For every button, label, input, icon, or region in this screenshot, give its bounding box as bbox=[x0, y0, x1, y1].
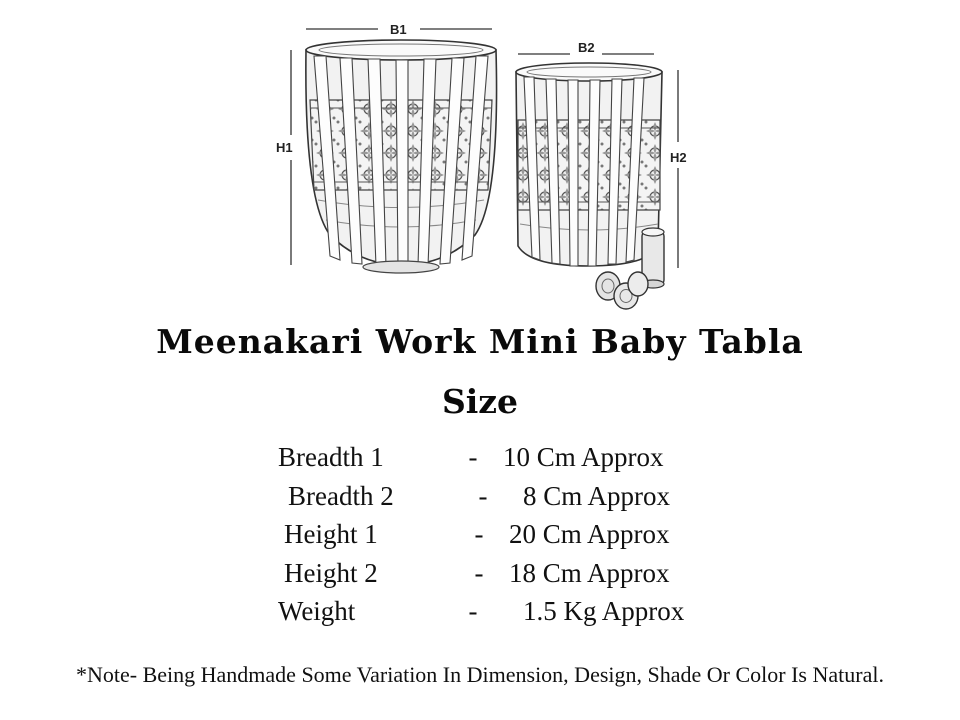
spec-label: Breadth 2 bbox=[288, 480, 394, 511]
h1-label: H1 bbox=[276, 140, 293, 155]
spec-row-weight bbox=[278, 592, 708, 631]
size-spec-table bbox=[278, 438, 708, 631]
spec-label: Height 2 bbox=[284, 557, 378, 588]
product-title: Meenakari Work Mini Baby Tabla bbox=[156, 322, 804, 361]
spec-label: Height 1 bbox=[284, 519, 378, 549]
spec-row-breadth-1 bbox=[278, 438, 708, 477]
b1-label: B1 bbox=[390, 22, 407, 37]
spec-separator: - bbox=[468, 596, 478, 626]
spec-row-height-2 bbox=[278, 554, 708, 593]
spec-row-breadth-2 bbox=[278, 477, 708, 516]
spec-label: Breadth 1 bbox=[278, 442, 384, 472]
handmade-variation-note: *Note- Being Handmade Some Variation In Dimension, Design, Shade Or Color Is Natural. bbox=[76, 662, 884, 687]
spec-value: 20 Cm Approx bbox=[509, 519, 670, 549]
spec-value: 1.5 Kg Approx bbox=[523, 596, 685, 626]
spec-value: 8 Cm Approx bbox=[523, 480, 671, 511]
spec-label: Weight bbox=[278, 596, 356, 626]
spec-value: 18 Cm Approx bbox=[509, 557, 670, 588]
small-tabla-drawing bbox=[516, 63, 662, 266]
tabla-illustration bbox=[270, 10, 710, 310]
spec-value: 10 Cm Approx bbox=[503, 442, 664, 472]
spec-separator: - bbox=[468, 442, 478, 472]
b2-label: B2 bbox=[578, 40, 595, 55]
large-tabla-drawing bbox=[306, 40, 497, 273]
spec-separator: - bbox=[474, 519, 484, 549]
spec-separator: - bbox=[474, 557, 484, 588]
spec-row-height-1 bbox=[278, 515, 708, 554]
size-heading: Size bbox=[441, 382, 519, 421]
h2-label: H2 bbox=[670, 150, 687, 165]
spec-separator: - bbox=[478, 480, 488, 511]
